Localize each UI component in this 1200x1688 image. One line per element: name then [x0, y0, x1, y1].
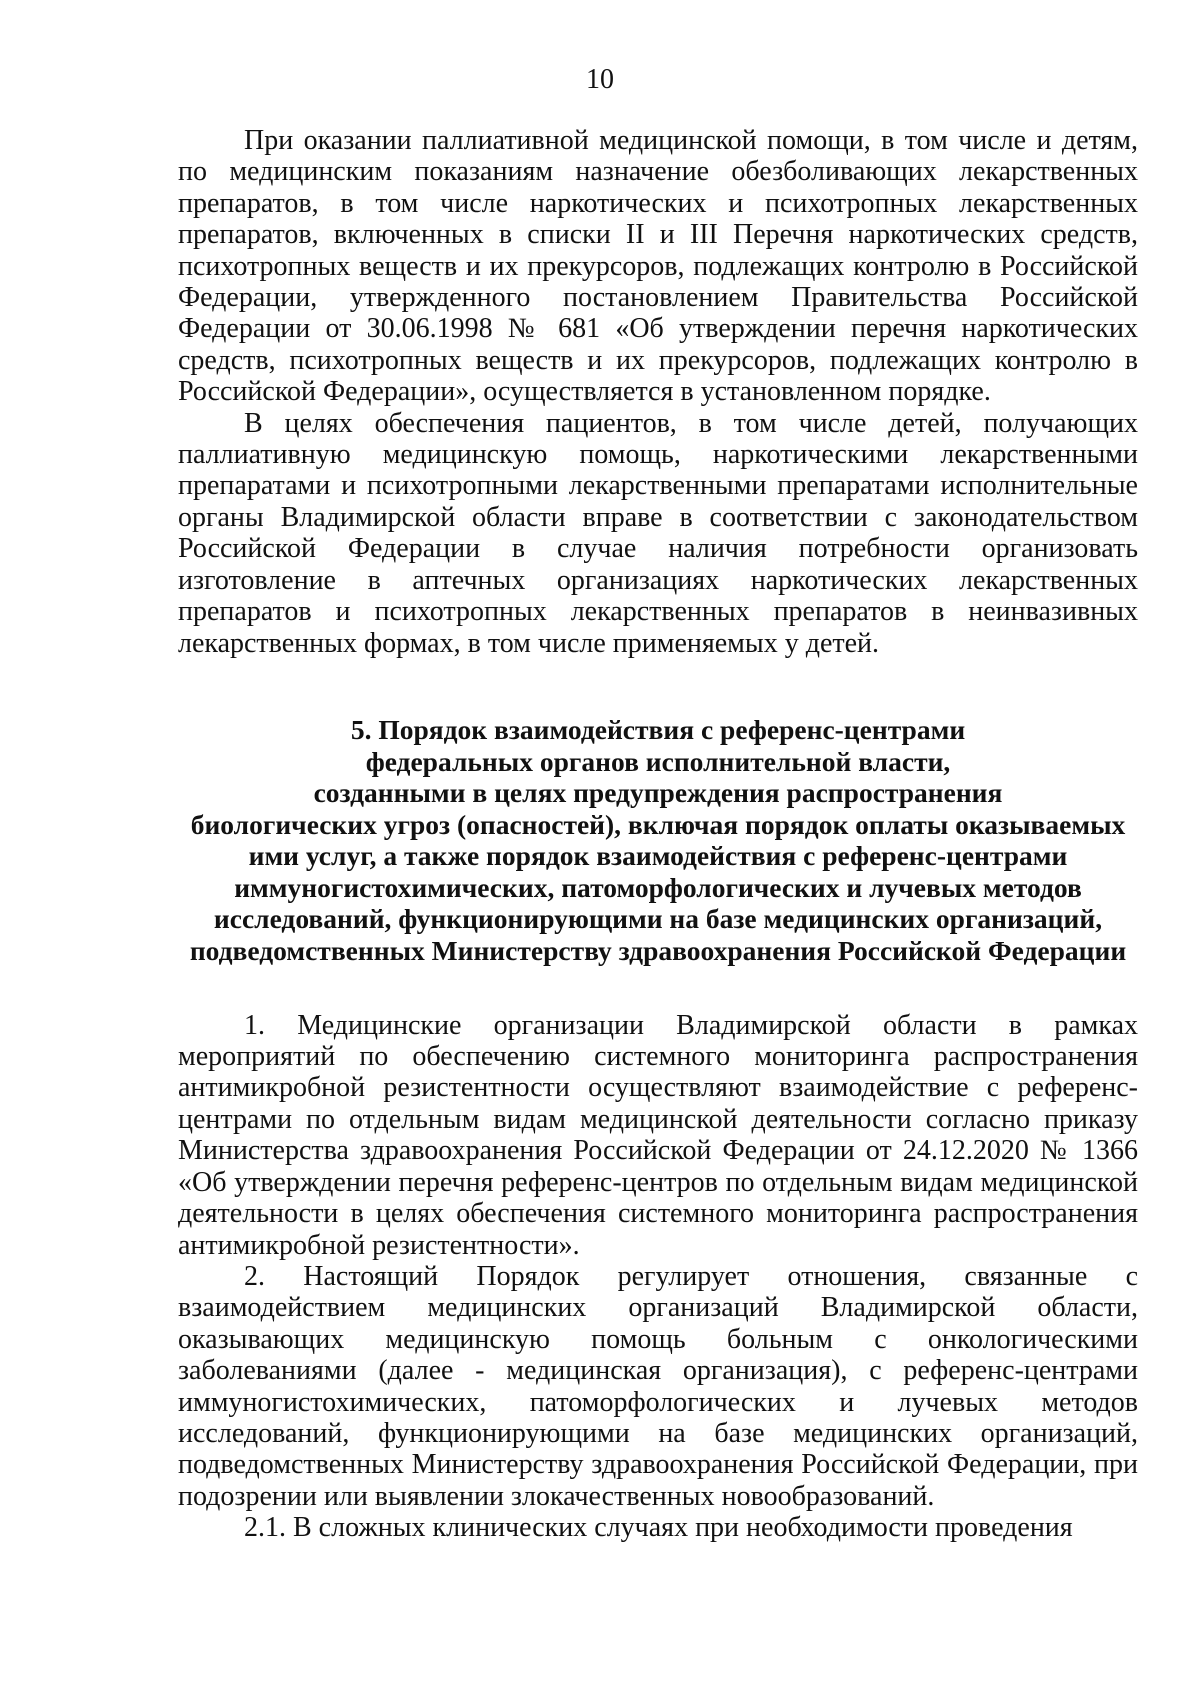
paragraph-item-1: 1. Медицинские организации Владимирской области в рамках мероприятий по обеспечению системного мониторинга распространения антимикробной резистентности осуществляют взаимодействие с референс-центрами по отдельным видам медицинской деятельности согласно приказу Министерства здравоохранения Российской Федерации от 24.12.2020 № 1366 «Об утверждении перечня референс-центров по отдельным видам медицинской деятельности в целях обеспечения системного мониторинга распространения антимикробной резистентности».	[178, 1009, 1138, 1261]
section-heading-line: федеральных органов исполнительной власти,	[365, 745, 951, 777]
paragraph-item-2-1: 2.1. В сложных клинических случаях при необходимости проведения	[244, 1512, 1073, 1544]
section-heading-line: созданными в целях предупреждения распространения	[313, 777, 1003, 809]
section-heading-line: ими услуг, а также порядок взаимодействия с референс-центрами	[248, 840, 1068, 872]
paragraph-patient-provision: В целях обеспечения пациентов, в том числе детей, получающих паллиативную медицинскую помощь, наркотическими лекарственными препаратами и психотропными лекарственными препаратами исполнительные органы Владимирской области вправе в соответствии с законодательством Российской Федерации в случае наличия потребности организовать изготовление в аптечных организациях наркотических лекарственных препаратов и психотропных лекарственных препаратов в неинвазивных лекарственных формах, в том числе применяемых у детей.	[178, 407, 1138, 659]
page-number: 10	[586, 64, 614, 95]
section-heading-line: 5. Порядок взаимодействия с референс-центрами	[350, 713, 966, 745]
paragraph-item-2: 2. Настоящий Порядок регулирует отношения, связанные с взаимодействием медицинских организаций Владимирской области, оказывающих медицинскую помощь больным с онкологическими заболеваниями (далее - медицинская организация), с референс-центрами иммуногистохимических, патоморфологических и лучевых методов исследований, функционирующими на базе медицинских организаций, подведомственных Министерству здравоохранения Российской Федерации, при подозрении или выявлении злокачественных новообразований.	[178, 1260, 1138, 1512]
section-heading-line: подведомственных Министерству здравоохранения Российской Федерации	[189, 935, 1127, 967]
document-body	[178, 125, 1138, 1544]
section-heading	[178, 714, 1138, 967]
paragraph-palliative-care: При оказании паллиативной медицинской помощи, в том числе и детям, по медицинским показаниям назначение обезболивающих лекарственных препаратов, в том числе наркотических и психотропных лекарственных препаратов, включенных в списки II и III Перечня наркотических средств, психотропных веществ и их прекурсоров, подлежащих контролю в Российской Федерации, утвержденного постановлением Правительства Российской Федерации от 30.06.1998 № 681 «Об утверждении перечня наркотических средств, психотропных веществ и их прекурсоров, подлежащих контролю в Российской Федерации», осуществляется в установленном порядке.	[178, 125, 1138, 408]
section-heading-line: исследований, функционирующими на базе медицинских организаций,	[213, 903, 1103, 935]
section-heading-line: биологических угроз (опасностей), включая порядок оплаты оказываемых	[190, 808, 1126, 840]
section-heading-line: иммуногистохимических, патоморфологических и лучевых методов	[234, 871, 1082, 903]
